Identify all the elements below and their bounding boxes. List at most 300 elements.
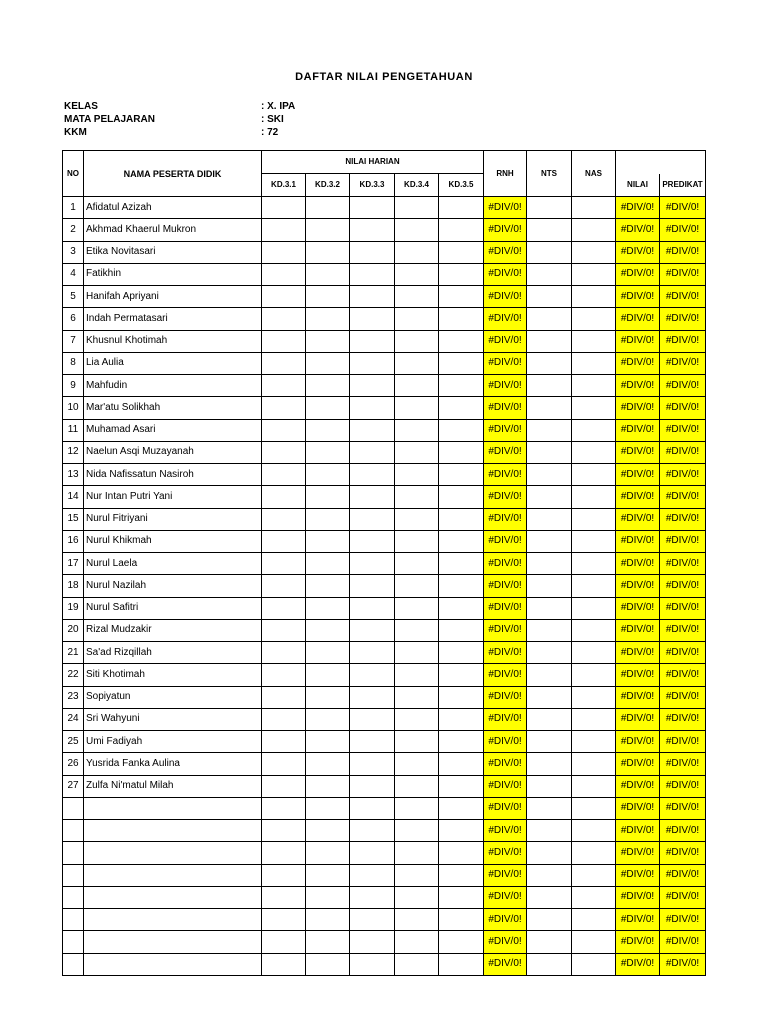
cell-nas[interactable] xyxy=(572,797,616,819)
cell-no[interactable]: 7 xyxy=(63,330,84,352)
cell-kd-score[interactable] xyxy=(306,575,350,597)
cell-kd-score[interactable] xyxy=(350,597,395,619)
cell-kd-score[interactable] xyxy=(395,797,439,819)
cell-rnh[interactable]: #DIV/0! xyxy=(484,397,527,419)
cell-rnh[interactable]: #DIV/0! xyxy=(484,530,527,552)
cell-kd-score[interactable] xyxy=(262,486,306,508)
cell-kd-score[interactable] xyxy=(306,931,350,953)
cell-kd-score[interactable] xyxy=(306,530,350,552)
cell-kd-score[interactable] xyxy=(395,931,439,953)
cell-kd-score[interactable] xyxy=(306,708,350,730)
cell-no[interactable]: 1 xyxy=(63,197,84,219)
cell-rnh[interactable]: #DIV/0! xyxy=(484,308,527,330)
cell-kd-score[interactable] xyxy=(439,664,484,686)
cell-kd-score[interactable] xyxy=(350,419,395,441)
cell-nts[interactable] xyxy=(527,553,572,575)
cell-kd-score[interactable] xyxy=(350,864,395,886)
cell-kd-score[interactable] xyxy=(262,909,306,931)
cell-kd-score[interactable] xyxy=(439,619,484,641)
cell-kd-score[interactable] xyxy=(350,708,395,730)
cell-no[interactable]: 14 xyxy=(63,486,84,508)
cell-kd-score[interactable] xyxy=(306,464,350,486)
cell-student-name[interactable]: Khusnul Khotimah xyxy=(84,330,262,352)
cell-kd-score[interactable] xyxy=(262,842,306,864)
cell-nilai[interactable]: #DIV/0! xyxy=(616,419,660,441)
cell-kd-score[interactable] xyxy=(306,219,350,241)
cell-nilai[interactable]: #DIV/0! xyxy=(616,864,660,886)
cell-nts[interactable] xyxy=(527,864,572,886)
cell-kd-score[interactable] xyxy=(350,441,395,463)
cell-nts[interactable] xyxy=(527,775,572,797)
cell-kd-score[interactable] xyxy=(306,753,350,775)
cell-nts[interactable] xyxy=(527,397,572,419)
cell-kd-score[interactable] xyxy=(439,842,484,864)
cell-student-name[interactable] xyxy=(84,842,262,864)
cell-kd-score[interactable] xyxy=(395,241,439,263)
cell-no[interactable]: 23 xyxy=(63,686,84,708)
cell-student-name[interactable] xyxy=(84,820,262,842)
cell-nts[interactable] xyxy=(527,686,572,708)
cell-student-name[interactable]: Sa'ad Rizqillah xyxy=(84,642,262,664)
cell-nilai[interactable]: #DIV/0! xyxy=(616,286,660,308)
cell-no[interactable] xyxy=(63,820,84,842)
cell-nts[interactable] xyxy=(527,642,572,664)
cell-nas[interactable] xyxy=(572,708,616,730)
cell-rnh[interactable]: #DIV/0! xyxy=(484,753,527,775)
cell-kd-score[interactable] xyxy=(306,909,350,931)
cell-student-name[interactable]: Naelun Asqi Muzayanah xyxy=(84,441,262,463)
cell-rnh[interactable]: #DIV/0! xyxy=(484,642,527,664)
cell-predikat[interactable]: #DIV/0! xyxy=(660,308,706,330)
cell-nilai[interactable]: #DIV/0! xyxy=(616,931,660,953)
cell-nas[interactable] xyxy=(572,286,616,308)
cell-kd-score[interactable] xyxy=(439,775,484,797)
cell-kd-score[interactable] xyxy=(439,731,484,753)
cell-student-name[interactable]: Nida Nafissatun Nasiroh xyxy=(84,464,262,486)
cell-kd-score[interactable] xyxy=(262,753,306,775)
cell-kd-score[interactable] xyxy=(395,886,439,908)
cell-nas[interactable] xyxy=(572,909,616,931)
cell-nas[interactable] xyxy=(572,642,616,664)
cell-nilai[interactable]: #DIV/0! xyxy=(616,352,660,374)
cell-predikat[interactable]: #DIV/0! xyxy=(660,886,706,908)
cell-kd-score[interactable] xyxy=(306,864,350,886)
cell-no[interactable]: 17 xyxy=(63,553,84,575)
cell-kd-score[interactable] xyxy=(350,686,395,708)
cell-predikat[interactable]: #DIV/0! xyxy=(660,530,706,552)
cell-nilai[interactable]: #DIV/0! xyxy=(616,530,660,552)
cell-nilai[interactable]: #DIV/0! xyxy=(616,686,660,708)
cell-nilai[interactable]: #DIV/0! xyxy=(616,953,660,975)
cell-kd-score[interactable] xyxy=(395,864,439,886)
cell-nas[interactable] xyxy=(572,731,616,753)
cell-no[interactable]: 19 xyxy=(63,597,84,619)
cell-rnh[interactable]: #DIV/0! xyxy=(484,219,527,241)
cell-kd-score[interactable] xyxy=(262,464,306,486)
cell-kd-score[interactable] xyxy=(395,553,439,575)
cell-kd-score[interactable] xyxy=(262,664,306,686)
cell-nas[interactable] xyxy=(572,375,616,397)
cell-kd-score[interactable] xyxy=(395,486,439,508)
cell-no[interactable]: 2 xyxy=(63,219,84,241)
cell-nilai[interactable]: #DIV/0! xyxy=(616,441,660,463)
cell-kd-score[interactable] xyxy=(262,530,306,552)
cell-kd-score[interactable] xyxy=(395,642,439,664)
cell-kd-score[interactable] xyxy=(439,308,484,330)
cell-rnh[interactable]: #DIV/0! xyxy=(484,263,527,285)
cell-kd-score[interactable] xyxy=(350,953,395,975)
cell-student-name[interactable]: Nurul Safitri xyxy=(84,597,262,619)
cell-nts[interactable] xyxy=(527,441,572,463)
cell-nts[interactable] xyxy=(527,464,572,486)
cell-student-name[interactable] xyxy=(84,797,262,819)
cell-predikat[interactable]: #DIV/0! xyxy=(660,330,706,352)
cell-student-name[interactable]: Akhmad Khaerul Mukron xyxy=(84,219,262,241)
cell-nas[interactable] xyxy=(572,842,616,864)
cell-nilai[interactable]: #DIV/0! xyxy=(616,664,660,686)
cell-kd-score[interactable] xyxy=(350,642,395,664)
cell-kd-score[interactable] xyxy=(439,820,484,842)
cell-kd-score[interactable] xyxy=(439,263,484,285)
cell-kd-score[interactable] xyxy=(306,553,350,575)
cell-nilai[interactable]: #DIV/0! xyxy=(616,197,660,219)
cell-kd-score[interactable] xyxy=(306,441,350,463)
cell-nts[interactable] xyxy=(527,530,572,552)
cell-nilai[interactable]: #DIV/0! xyxy=(616,909,660,931)
cell-student-name[interactable]: Fatikhin xyxy=(84,263,262,285)
cell-no[interactable]: 15 xyxy=(63,508,84,530)
cell-nts[interactable] xyxy=(527,197,572,219)
cell-rnh[interactable]: #DIV/0! xyxy=(484,909,527,931)
cell-student-name[interactable]: Nur Intan Putri Yani xyxy=(84,486,262,508)
cell-rnh[interactable]: #DIV/0! xyxy=(484,597,527,619)
cell-predikat[interactable]: #DIV/0! xyxy=(660,486,706,508)
cell-nts[interactable] xyxy=(527,753,572,775)
cell-nas[interactable] xyxy=(572,397,616,419)
cell-student-name[interactable]: Lia Aulia xyxy=(84,352,262,374)
cell-kd-score[interactable] xyxy=(395,909,439,931)
cell-kd-score[interactable] xyxy=(439,241,484,263)
cell-nilai[interactable]: #DIV/0! xyxy=(616,464,660,486)
cell-kd-score[interactable] xyxy=(306,642,350,664)
cell-nilai[interactable]: #DIV/0! xyxy=(616,263,660,285)
cell-kd-score[interactable] xyxy=(439,553,484,575)
cell-predikat[interactable]: #DIV/0! xyxy=(660,286,706,308)
cell-kd-score[interactable] xyxy=(262,864,306,886)
cell-predikat[interactable]: #DIV/0! xyxy=(660,797,706,819)
cell-nas[interactable] xyxy=(572,530,616,552)
cell-kd-score[interactable] xyxy=(306,375,350,397)
cell-no[interactable]: 18 xyxy=(63,575,84,597)
cell-kd-score[interactable] xyxy=(262,286,306,308)
cell-student-name[interactable]: Nurul Fitriyani xyxy=(84,508,262,530)
cell-nas[interactable] xyxy=(572,352,616,374)
cell-predikat[interactable]: #DIV/0! xyxy=(660,931,706,953)
cell-kd-score[interactable] xyxy=(306,619,350,641)
cell-kd-score[interactable] xyxy=(395,775,439,797)
cell-kd-score[interactable] xyxy=(306,664,350,686)
cell-nas[interactable] xyxy=(572,508,616,530)
cell-kd-score[interactable] xyxy=(350,486,395,508)
cell-no[interactable]: 4 xyxy=(63,263,84,285)
cell-kd-score[interactable] xyxy=(439,197,484,219)
cell-nilai[interactable]: #DIV/0! xyxy=(616,219,660,241)
cell-nts[interactable] xyxy=(527,909,572,931)
cell-kd-score[interactable] xyxy=(262,441,306,463)
cell-kd-score[interactable] xyxy=(439,864,484,886)
cell-rnh[interactable]: #DIV/0! xyxy=(484,241,527,263)
cell-student-name[interactable]: Nurul Khikmah xyxy=(84,530,262,552)
cell-nts[interactable] xyxy=(527,375,572,397)
cell-kd-score[interactable] xyxy=(262,797,306,819)
cell-rnh[interactable]: #DIV/0! xyxy=(484,419,527,441)
cell-nilai[interactable]: #DIV/0! xyxy=(616,597,660,619)
cell-rnh[interactable]: #DIV/0! xyxy=(484,197,527,219)
cell-nts[interactable] xyxy=(527,308,572,330)
cell-kd-score[interactable] xyxy=(350,464,395,486)
cell-rnh[interactable]: #DIV/0! xyxy=(484,330,527,352)
cell-student-name[interactable]: Etika Novitasari xyxy=(84,241,262,263)
cell-kd-score[interactable] xyxy=(395,219,439,241)
cell-nts[interactable] xyxy=(527,931,572,953)
cell-no[interactable] xyxy=(63,886,84,908)
cell-student-name[interactable]: Indah Permatasari xyxy=(84,308,262,330)
cell-kd-score[interactable] xyxy=(439,686,484,708)
cell-kd-score[interactable] xyxy=(306,397,350,419)
cell-rnh[interactable]: #DIV/0! xyxy=(484,686,527,708)
cell-kd-score[interactable] xyxy=(350,886,395,908)
cell-kd-score[interactable] xyxy=(439,219,484,241)
cell-nilai[interactable]: #DIV/0! xyxy=(616,619,660,641)
cell-kd-score[interactable] xyxy=(439,931,484,953)
cell-nts[interactable] xyxy=(527,575,572,597)
cell-nilai[interactable]: #DIV/0! xyxy=(616,508,660,530)
cell-kd-score[interactable] xyxy=(395,397,439,419)
cell-kd-score[interactable] xyxy=(439,330,484,352)
cell-kd-score[interactable] xyxy=(262,241,306,263)
cell-rnh[interactable]: #DIV/0! xyxy=(484,708,527,730)
cell-no[interactable]: 16 xyxy=(63,530,84,552)
cell-kd-score[interactable] xyxy=(395,330,439,352)
cell-kd-score[interactable] xyxy=(439,597,484,619)
cell-kd-score[interactable] xyxy=(306,953,350,975)
cell-kd-score[interactable] xyxy=(395,263,439,285)
cell-kd-score[interactable] xyxy=(439,909,484,931)
cell-nilai[interactable]: #DIV/0! xyxy=(616,753,660,775)
cell-kd-score[interactable] xyxy=(395,597,439,619)
cell-nts[interactable] xyxy=(527,842,572,864)
cell-predikat[interactable]: #DIV/0! xyxy=(660,508,706,530)
cell-rnh[interactable]: #DIV/0! xyxy=(484,931,527,953)
cell-student-name[interactable]: Rizal Mudzakir xyxy=(84,619,262,641)
cell-kd-score[interactable] xyxy=(439,708,484,730)
cell-no[interactable]: 13 xyxy=(63,464,84,486)
cell-predikat[interactable]: #DIV/0! xyxy=(660,619,706,641)
cell-student-name[interactable]: Afidatul Azizah xyxy=(84,197,262,219)
cell-rnh[interactable]: #DIV/0! xyxy=(484,842,527,864)
cell-kd-score[interactable] xyxy=(439,464,484,486)
cell-nts[interactable] xyxy=(527,419,572,441)
cell-nilai[interactable]: #DIV/0! xyxy=(616,553,660,575)
cell-kd-score[interactable] xyxy=(262,931,306,953)
cell-no[interactable]: 24 xyxy=(63,708,84,730)
cell-kd-score[interactable] xyxy=(306,775,350,797)
cell-kd-score[interactable] xyxy=(439,797,484,819)
cell-no[interactable]: 27 xyxy=(63,775,84,797)
cell-rnh[interactable]: #DIV/0! xyxy=(484,820,527,842)
cell-kd-score[interactable] xyxy=(306,352,350,374)
cell-nas[interactable] xyxy=(572,553,616,575)
cell-no[interactable]: 5 xyxy=(63,286,84,308)
cell-nas[interactable] xyxy=(572,197,616,219)
cell-student-name[interactable]: Yusrida Fanka Aulina xyxy=(84,753,262,775)
cell-kd-score[interactable] xyxy=(439,419,484,441)
cell-student-name[interactable]: Muhamad Asari xyxy=(84,419,262,441)
cell-predikat[interactable]: #DIV/0! xyxy=(660,263,706,285)
cell-kd-score[interactable] xyxy=(350,775,395,797)
cell-kd-score[interactable] xyxy=(262,508,306,530)
cell-nts[interactable] xyxy=(527,286,572,308)
cell-kd-score[interactable] xyxy=(350,731,395,753)
cell-kd-score[interactable] xyxy=(439,375,484,397)
cell-rnh[interactable]: #DIV/0! xyxy=(484,664,527,686)
cell-predikat[interactable]: #DIV/0! xyxy=(660,375,706,397)
cell-kd-score[interactable] xyxy=(395,708,439,730)
cell-kd-score[interactable] xyxy=(395,419,439,441)
cell-kd-score[interactable] xyxy=(262,820,306,842)
cell-rnh[interactable]: #DIV/0! xyxy=(484,508,527,530)
cell-no[interactable]: 22 xyxy=(63,664,84,686)
cell-kd-score[interactable] xyxy=(262,375,306,397)
cell-no[interactable]: 12 xyxy=(63,441,84,463)
cell-kd-score[interactable] xyxy=(439,441,484,463)
cell-kd-score[interactable] xyxy=(350,664,395,686)
cell-rnh[interactable]: #DIV/0! xyxy=(484,441,527,463)
cell-no[interactable]: 20 xyxy=(63,619,84,641)
cell-kd-score[interactable] xyxy=(350,330,395,352)
cell-nts[interactable] xyxy=(527,241,572,263)
cell-no[interactable]: 6 xyxy=(63,308,84,330)
cell-kd-score[interactable] xyxy=(350,909,395,931)
cell-student-name[interactable]: Mar'atu Solikhah xyxy=(84,397,262,419)
cell-nas[interactable] xyxy=(572,263,616,285)
cell-nts[interactable] xyxy=(527,886,572,908)
cell-nas[interactable] xyxy=(572,597,616,619)
cell-kd-score[interactable] xyxy=(262,775,306,797)
cell-nts[interactable] xyxy=(527,486,572,508)
cell-kd-score[interactable] xyxy=(350,197,395,219)
cell-kd-score[interactable] xyxy=(350,619,395,641)
cell-kd-score[interactable] xyxy=(395,731,439,753)
cell-no[interactable] xyxy=(63,842,84,864)
cell-kd-score[interactable] xyxy=(306,597,350,619)
cell-student-name[interactable]: Sopiyatun xyxy=(84,686,262,708)
cell-nilai[interactable]: #DIV/0! xyxy=(616,308,660,330)
cell-rnh[interactable]: #DIV/0! xyxy=(484,486,527,508)
cell-predikat[interactable]: #DIV/0! xyxy=(660,731,706,753)
cell-nas[interactable] xyxy=(572,619,616,641)
cell-student-name[interactable] xyxy=(84,864,262,886)
cell-nts[interactable] xyxy=(527,820,572,842)
cell-predikat[interactable]: #DIV/0! xyxy=(660,775,706,797)
cell-kd-score[interactable] xyxy=(262,263,306,285)
cell-kd-score[interactable] xyxy=(350,352,395,374)
cell-kd-score[interactable] xyxy=(395,842,439,864)
cell-student-name[interactable] xyxy=(84,886,262,908)
cell-kd-score[interactable] xyxy=(306,286,350,308)
cell-nas[interactable] xyxy=(572,886,616,908)
cell-nts[interactable] xyxy=(527,664,572,686)
cell-kd-score[interactable] xyxy=(262,597,306,619)
cell-no[interactable] xyxy=(63,864,84,886)
cell-kd-score[interactable] xyxy=(350,753,395,775)
cell-no[interactable]: 3 xyxy=(63,241,84,263)
cell-kd-score[interactable] xyxy=(350,553,395,575)
cell-kd-score[interactable] xyxy=(262,197,306,219)
cell-no[interactable]: 11 xyxy=(63,419,84,441)
cell-kd-score[interactable] xyxy=(439,397,484,419)
cell-kd-score[interactable] xyxy=(306,797,350,819)
cell-kd-score[interactable] xyxy=(306,886,350,908)
cell-kd-score[interactable] xyxy=(350,575,395,597)
cell-nts[interactable] xyxy=(527,597,572,619)
cell-predikat[interactable]: #DIV/0! xyxy=(660,708,706,730)
cell-no[interactable] xyxy=(63,797,84,819)
cell-predikat[interactable]: #DIV/0! xyxy=(660,686,706,708)
cell-kd-score[interactable] xyxy=(306,842,350,864)
cell-nilai[interactable]: #DIV/0! xyxy=(616,886,660,908)
cell-kd-score[interactable] xyxy=(395,464,439,486)
cell-kd-score[interactable] xyxy=(439,886,484,908)
cell-nts[interactable] xyxy=(527,219,572,241)
cell-nts[interactable] xyxy=(527,953,572,975)
cell-kd-score[interactable] xyxy=(395,664,439,686)
cell-kd-score[interactable] xyxy=(306,486,350,508)
cell-kd-score[interactable] xyxy=(350,842,395,864)
cell-nilai[interactable]: #DIV/0! xyxy=(616,842,660,864)
cell-predikat[interactable]: #DIV/0! xyxy=(660,909,706,931)
cell-no[interactable] xyxy=(63,909,84,931)
cell-kd-score[interactable] xyxy=(262,219,306,241)
cell-kd-score[interactable] xyxy=(262,575,306,597)
cell-rnh[interactable]: #DIV/0! xyxy=(484,731,527,753)
cell-predikat[interactable]: #DIV/0! xyxy=(660,953,706,975)
cell-rnh[interactable]: #DIV/0! xyxy=(484,775,527,797)
cell-nas[interactable] xyxy=(572,775,616,797)
cell-kd-score[interactable] xyxy=(306,330,350,352)
cell-rnh[interactable]: #DIV/0! xyxy=(484,797,527,819)
cell-student-name[interactable] xyxy=(84,909,262,931)
cell-kd-score[interactable] xyxy=(350,375,395,397)
cell-predikat[interactable]: #DIV/0! xyxy=(660,419,706,441)
cell-rnh[interactable]: #DIV/0! xyxy=(484,864,527,886)
cell-nilai[interactable]: #DIV/0! xyxy=(616,375,660,397)
cell-kd-score[interactable] xyxy=(306,508,350,530)
cell-predikat[interactable]: #DIV/0! xyxy=(660,664,706,686)
cell-kd-score[interactable] xyxy=(262,330,306,352)
cell-no[interactable]: 21 xyxy=(63,642,84,664)
cell-kd-score[interactable] xyxy=(395,753,439,775)
cell-nas[interactable] xyxy=(572,330,616,352)
cell-kd-score[interactable] xyxy=(439,753,484,775)
cell-student-name[interactable]: Nurul Nazilah xyxy=(84,575,262,597)
cell-predikat[interactable]: #DIV/0! xyxy=(660,842,706,864)
cell-rnh[interactable]: #DIV/0! xyxy=(484,619,527,641)
cell-no[interactable] xyxy=(63,931,84,953)
cell-kd-score[interactable] xyxy=(439,575,484,597)
cell-nts[interactable] xyxy=(527,708,572,730)
cell-predikat[interactable]: #DIV/0! xyxy=(660,575,706,597)
